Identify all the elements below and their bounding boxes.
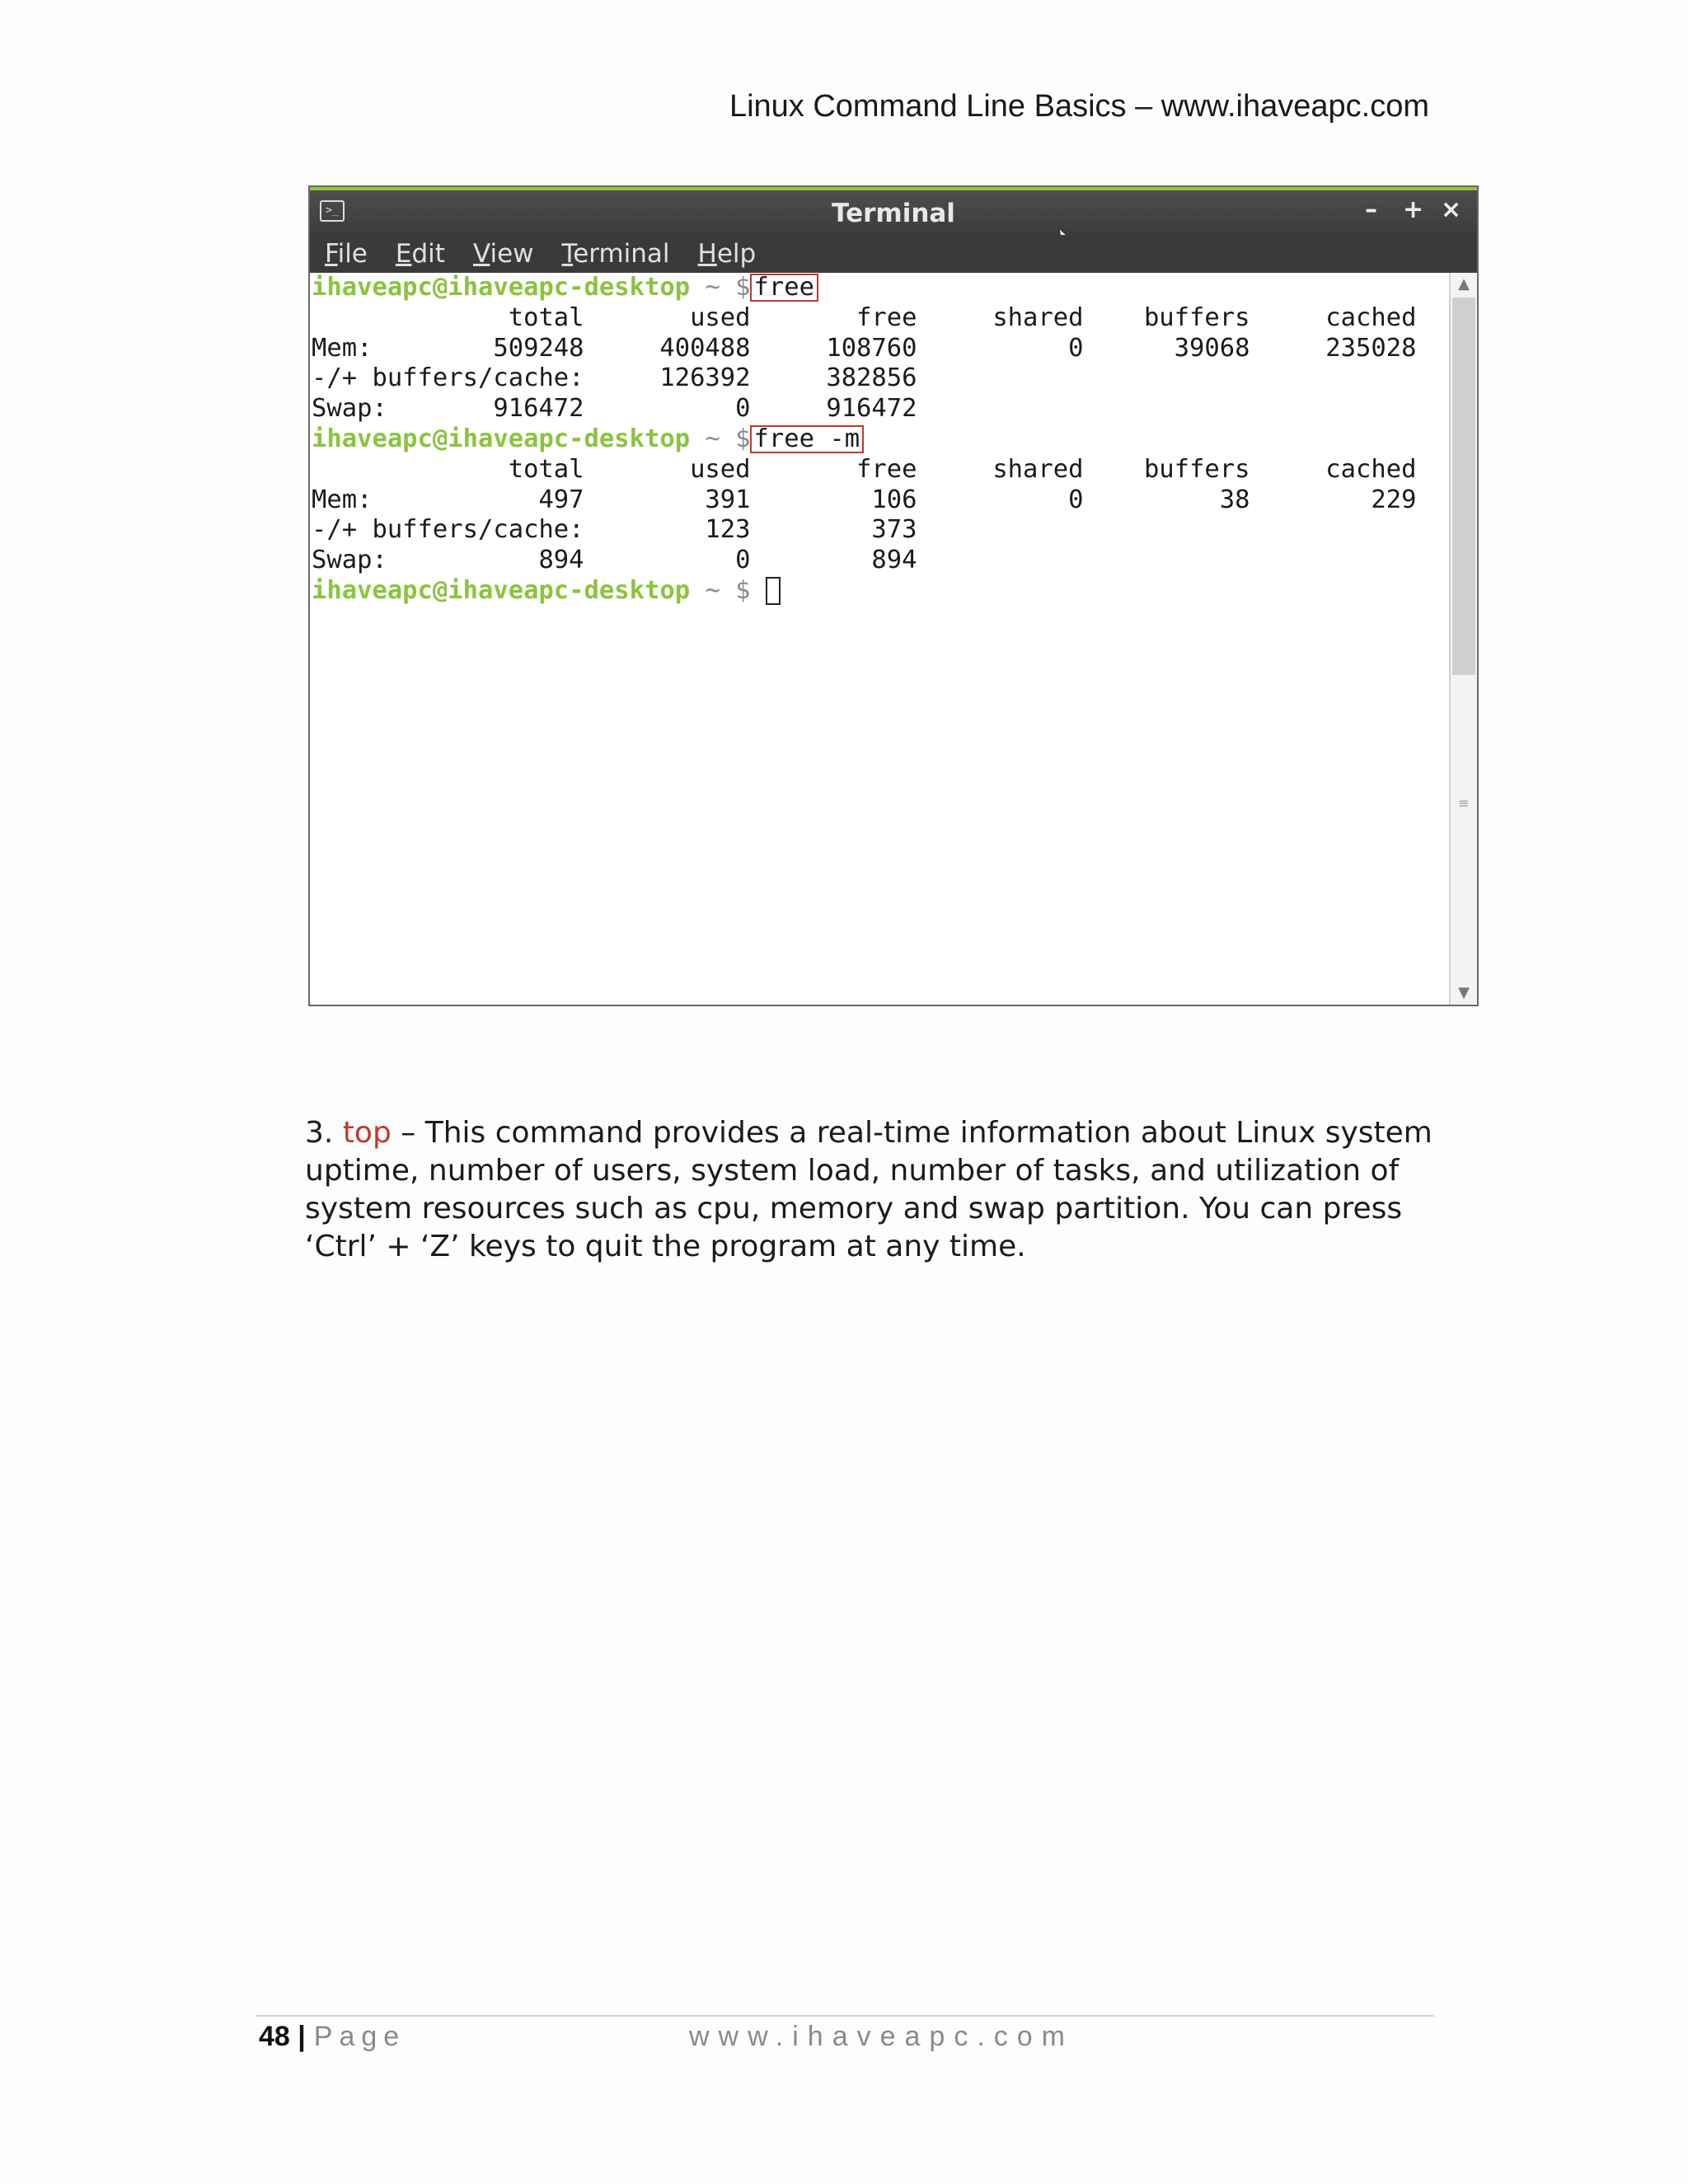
prompt-user-host: ihaveapc@ihaveapc-desktop: [312, 575, 691, 605]
output-line: -/+ buffers/cache: 123 373: [312, 515, 917, 545]
terminal-window: [308, 185, 1479, 1006]
command-highlight: free: [751, 274, 818, 301]
prompt-symbol: ~ $: [705, 424, 751, 453]
output-line: total used free shared buffers cached: [312, 302, 1417, 332]
prompt-line: [310, 273, 1449, 303]
maximize-button[interactable]: +: [1403, 195, 1424, 224]
prompt-symbol: ~ $: [705, 575, 751, 605]
menu-help[interactable]: Help: [697, 239, 757, 269]
terminal-icon: >_: [320, 200, 345, 222]
item-number: 3.: [305, 1116, 334, 1150]
output-line: -/+ buffers/cache: 126392 382856: [312, 363, 917, 393]
vertical-scrollbar[interactable]: [1449, 273, 1477, 1005]
close-button[interactable]: ×: [1441, 195, 1462, 224]
body-paragraph: [305, 1114, 1475, 1266]
footer-url: www.ihaveapc.com: [689, 2021, 1075, 2052]
menu-edit[interactable]: Edit: [395, 239, 445, 269]
page-number-value: 48: [259, 2021, 290, 2052]
command-keyword: top: [342, 1116, 392, 1150]
output-line: total used free shared buffers cached: [312, 454, 1417, 484]
page-number: [259, 2021, 406, 2053]
prompt-user-host: ihaveapc@ihaveapc-desktop: [312, 273, 691, 302]
item-description: – This command provides a real-time information about Linux system uptime, number of users, system load, number of tasks, and utilization of system resources such as cpu, memory and swap partition. You can press ‘Ctrl’ + ‘Z’ keys to quit the program at any time.: [305, 1116, 1432, 1263]
command-highlight: free -m: [751, 426, 864, 452]
prompt-user-host: ihaveapc@ihaveapc-desktop: [312, 424, 691, 453]
prompt-symbol: ~ $: [705, 273, 751, 302]
scroll-down-icon[interactable]: ▼: [1458, 984, 1470, 1001]
menu-file[interactable]: File: [325, 239, 368, 269]
prompt-line: [310, 424, 1449, 455]
menu-view[interactable]: View: [472, 239, 534, 269]
scroll-thumb[interactable]: [1452, 298, 1475, 675]
terminal-output[interactable]: [310, 273, 1449, 1005]
window-title: Terminal: [832, 199, 955, 228]
page-separator: |: [298, 2021, 306, 2052]
prompt-line: [310, 576, 1449, 607]
footer-divider: [256, 2015, 1434, 2017]
output-line: Swap: 894 0 894: [312, 546, 917, 575]
output-line: Swap: 916472 0 916472: [312, 394, 917, 424]
output-line: Mem: 497 391 106 0 38 229: [312, 485, 1417, 514]
scroll-up-icon[interactable]: ▲: [1458, 275, 1470, 293]
page-label: Page: [313, 2021, 406, 2052]
menu-bar: [310, 235, 1477, 273]
output-line: Mem: 509248 400488 108760 0 39068 235028: [312, 333, 1417, 363]
page-header: Linux Command Line Basics – www.ihaveapc.com: [729, 89, 1429, 124]
text-cursor: [766, 577, 781, 605]
menu-terminal[interactable]: Terminal: [561, 239, 670, 269]
minimize-button[interactable]: –: [1365, 195, 1377, 224]
scroll-grip-icon: ≡: [1458, 795, 1470, 811]
terminal-titlebar: [310, 187, 1477, 238]
